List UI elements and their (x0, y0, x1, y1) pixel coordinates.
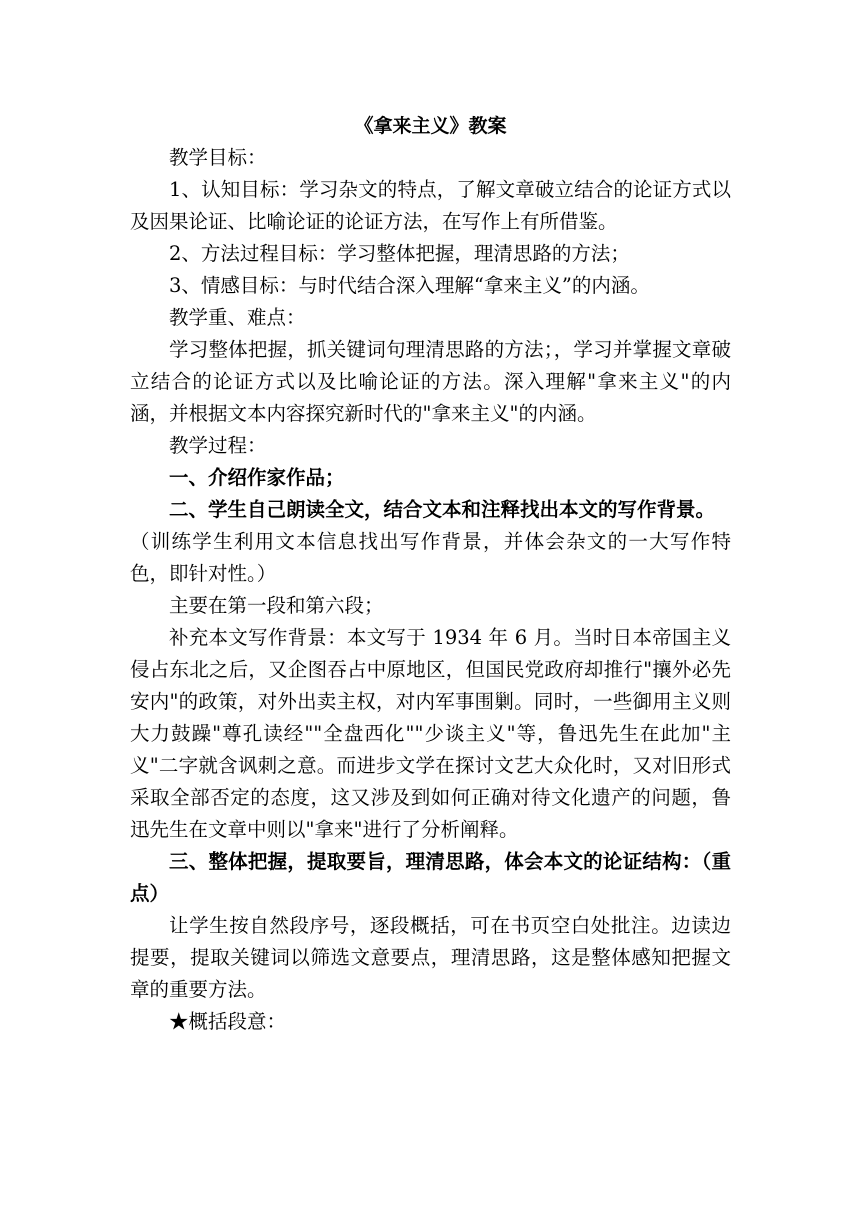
paragraph: 主要在第一段和第六段； (169, 594, 384, 617)
paragraph: 教学重、难点： (169, 306, 306, 329)
paragraph: 三、整体把握，提取要旨，理清思路，体会本文的论证结构：（重点） (130, 850, 731, 905)
paragraph: （训练学生利用文本信息找出写作背景，并体会杂文的一大写作特色，即针对性。） (130, 530, 731, 585)
paragraph: 1、认知目标：学习杂文的特点，了解文章破立结合的论证方式以及因果论证、比喻论证的论证方法，在写作上有所借鉴。 (130, 178, 731, 233)
paragraph: 让学生按自然段序号，逐段概括，可在书页空白处批注。边读边提要，提取关键词以筛选文意要点，理清思路，这是整体感知把握文章的重要方法。 (130, 914, 731, 1001)
paragraph: 2、方法过程目标：学习整体把握，理清思路的方法； (169, 242, 630, 265)
paragraph: 学习整体把握，抓关键词句理清思路的方法；，学习并掌握文章破立结合的论证方式以及比喻论证的方法。深入理解"拿来主义"的内涵，并根据文本内容探究新时代的"拿来主义"的内涵。 (130, 338, 731, 425)
paragraph: 补充本文写作背景：本文写于 1934 年 6 月。当时日本帝国主义侵占东北之后，又企图吞占中原地区，但国民党政府却推行"攘外必先安内"的政策，对外出卖主权，对内军事围剿。同时，一些御用主义则大力鼓躁"尊孔读经""全盘西化""少谈主义"等，鲁迅先生在此加"主义"二字就含讽刺之意。而进步文学在探讨文艺大众化时，又对旧形式采取全部否定的态度，这又涉及到如何正确对待文化遗产的问题，鲁迅先生在文章中则以"拿来"进行了分析阐释。 (130, 626, 731, 841)
paragraph: 教学目标： (169, 146, 267, 169)
paragraph: 二、学生自己朗读全文，结合文本和注释找出本文的写作背景。 (169, 498, 716, 521)
document-body (130, 110, 731, 1038)
paragraph: 教学过程： (169, 434, 267, 457)
paragraph-list (130, 142, 731, 1038)
document-title: 《拿来主义》教案 (354, 115, 507, 137)
paragraph: 一、介绍作家作品； (169, 466, 345, 489)
paragraph: ★概括段意： (169, 1010, 287, 1033)
paragraph: 3、情感目标：与时代结合深入理解“拿来主义”的内涵。 (169, 274, 650, 297)
